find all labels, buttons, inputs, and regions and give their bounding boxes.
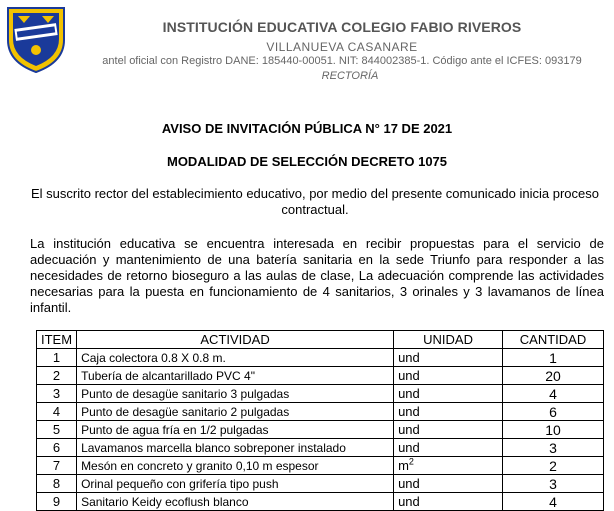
row-activity: Punto de desagüe sanitario 2 pulgadas bbox=[77, 403, 394, 421]
school-crest-icon bbox=[4, 2, 68, 74]
row-unit: und bbox=[394, 439, 503, 457]
table-row bbox=[37, 493, 604, 511]
row-quantity: 10 bbox=[503, 421, 604, 439]
row-quantity: 6 bbox=[503, 403, 604, 421]
letterhead bbox=[0, 0, 614, 90]
row-quantity: 3 bbox=[503, 475, 604, 493]
row-unit bbox=[394, 457, 503, 475]
office-name: RECTORÍA bbox=[321, 70, 379, 82]
table-row bbox=[37, 385, 604, 403]
header-unit: UNIDAD bbox=[394, 331, 503, 349]
row-item: 4 bbox=[37, 403, 77, 421]
row-quantity: 3 bbox=[503, 439, 604, 457]
row-unit: und bbox=[394, 493, 503, 511]
row-activity: Punto de desagüe sanitario 3 pulgadas bbox=[77, 385, 394, 403]
table-row bbox=[37, 439, 604, 457]
row-quantity: 1 bbox=[503, 349, 604, 367]
row-activity: Lavamanos marcella blanco sobreponer instalado bbox=[77, 439, 394, 457]
table-row bbox=[37, 349, 604, 367]
activities-table bbox=[36, 330, 604, 511]
row-item: 2 bbox=[37, 367, 77, 385]
table-row bbox=[37, 367, 604, 385]
table-row bbox=[37, 457, 604, 475]
row-activity: Caja colectora 0.8 X 0.8 m. bbox=[77, 349, 394, 367]
header-activity: ACTIVIDAD bbox=[77, 331, 394, 349]
intro-paragraph: El suscrito rector del establecimiento educativo, por medio del presente comunicado inicia proceso contractual. bbox=[31, 186, 599, 217]
header-item: ITEM bbox=[37, 331, 77, 349]
row-activity: Mesón en concreto y granito 0,10 m espesor bbox=[77, 457, 394, 475]
document-subtitle: MODALIDAD DE SELECCIÓN DECRETO 1075 bbox=[166, 154, 448, 169]
table-row bbox=[37, 421, 604, 439]
row-activity: Punto de agua fría en 1/2 pulgadas bbox=[77, 421, 394, 439]
row-activity: Sanitario Keidy ecoflush blanco bbox=[77, 493, 394, 511]
document-title: AVISO DE INVITACIÓN PÚBLICA N° 17 DE 2021 bbox=[161, 121, 453, 136]
row-unit: und bbox=[394, 349, 503, 367]
row-unit: und bbox=[394, 367, 503, 385]
body-paragraph: La institución educativa se encuentra interesada en recibir propuestas para el servicio de adecuación y mantenimiento de una batería sanitaria en la sede Triunfo para responder a las necesidades de retorno bioseguro a las aulas de clase, La adecuación comprende las actividades necesarias para la puesta en funcionamiento de 4 sanitarios, 3 orinales y 3 lavamanos de línea infantil. bbox=[30, 236, 604, 315]
row-item: 6 bbox=[37, 439, 77, 457]
institution-name: INSTITUCIÓN EDUCATIVA COLEGIO FABIO RIVEROS bbox=[162, 19, 522, 35]
unit-base: m bbox=[398, 457, 409, 473]
row-item: 5 bbox=[37, 421, 77, 439]
table-row bbox=[37, 403, 604, 421]
table-row bbox=[37, 475, 604, 493]
row-unit: und bbox=[394, 403, 503, 421]
row-quantity: 4 bbox=[503, 385, 604, 403]
row-quantity: 20 bbox=[503, 367, 604, 385]
header-quantity: CANTIDAD bbox=[503, 331, 604, 349]
row-activity: Orinal pequeño con grifería tipo push bbox=[77, 475, 394, 493]
unit-exponent: 2 bbox=[408, 456, 414, 467]
institution-registry: antel oficial con Registro DANE: 185440-00051. NIT: 844002385-1. Código ante el ICFES: 093179 bbox=[102, 55, 582, 67]
row-item: 9 bbox=[37, 493, 77, 511]
row-item: 1 bbox=[37, 349, 77, 367]
row-unit: und bbox=[394, 475, 503, 493]
row-item: 3 bbox=[37, 385, 77, 403]
row-item: 8 bbox=[37, 475, 77, 493]
row-unit: und bbox=[394, 385, 503, 403]
row-unit: und bbox=[394, 421, 503, 439]
table-header-row bbox=[37, 331, 604, 349]
row-activity: Tubería de alcantarillado PVC 4" bbox=[77, 367, 394, 385]
row-quantity: 4 bbox=[503, 493, 604, 511]
row-quantity: 2 bbox=[503, 457, 604, 475]
row-item: 7 bbox=[37, 457, 77, 475]
institution-location: VILLANUEVA CASANARE bbox=[266, 40, 418, 54]
